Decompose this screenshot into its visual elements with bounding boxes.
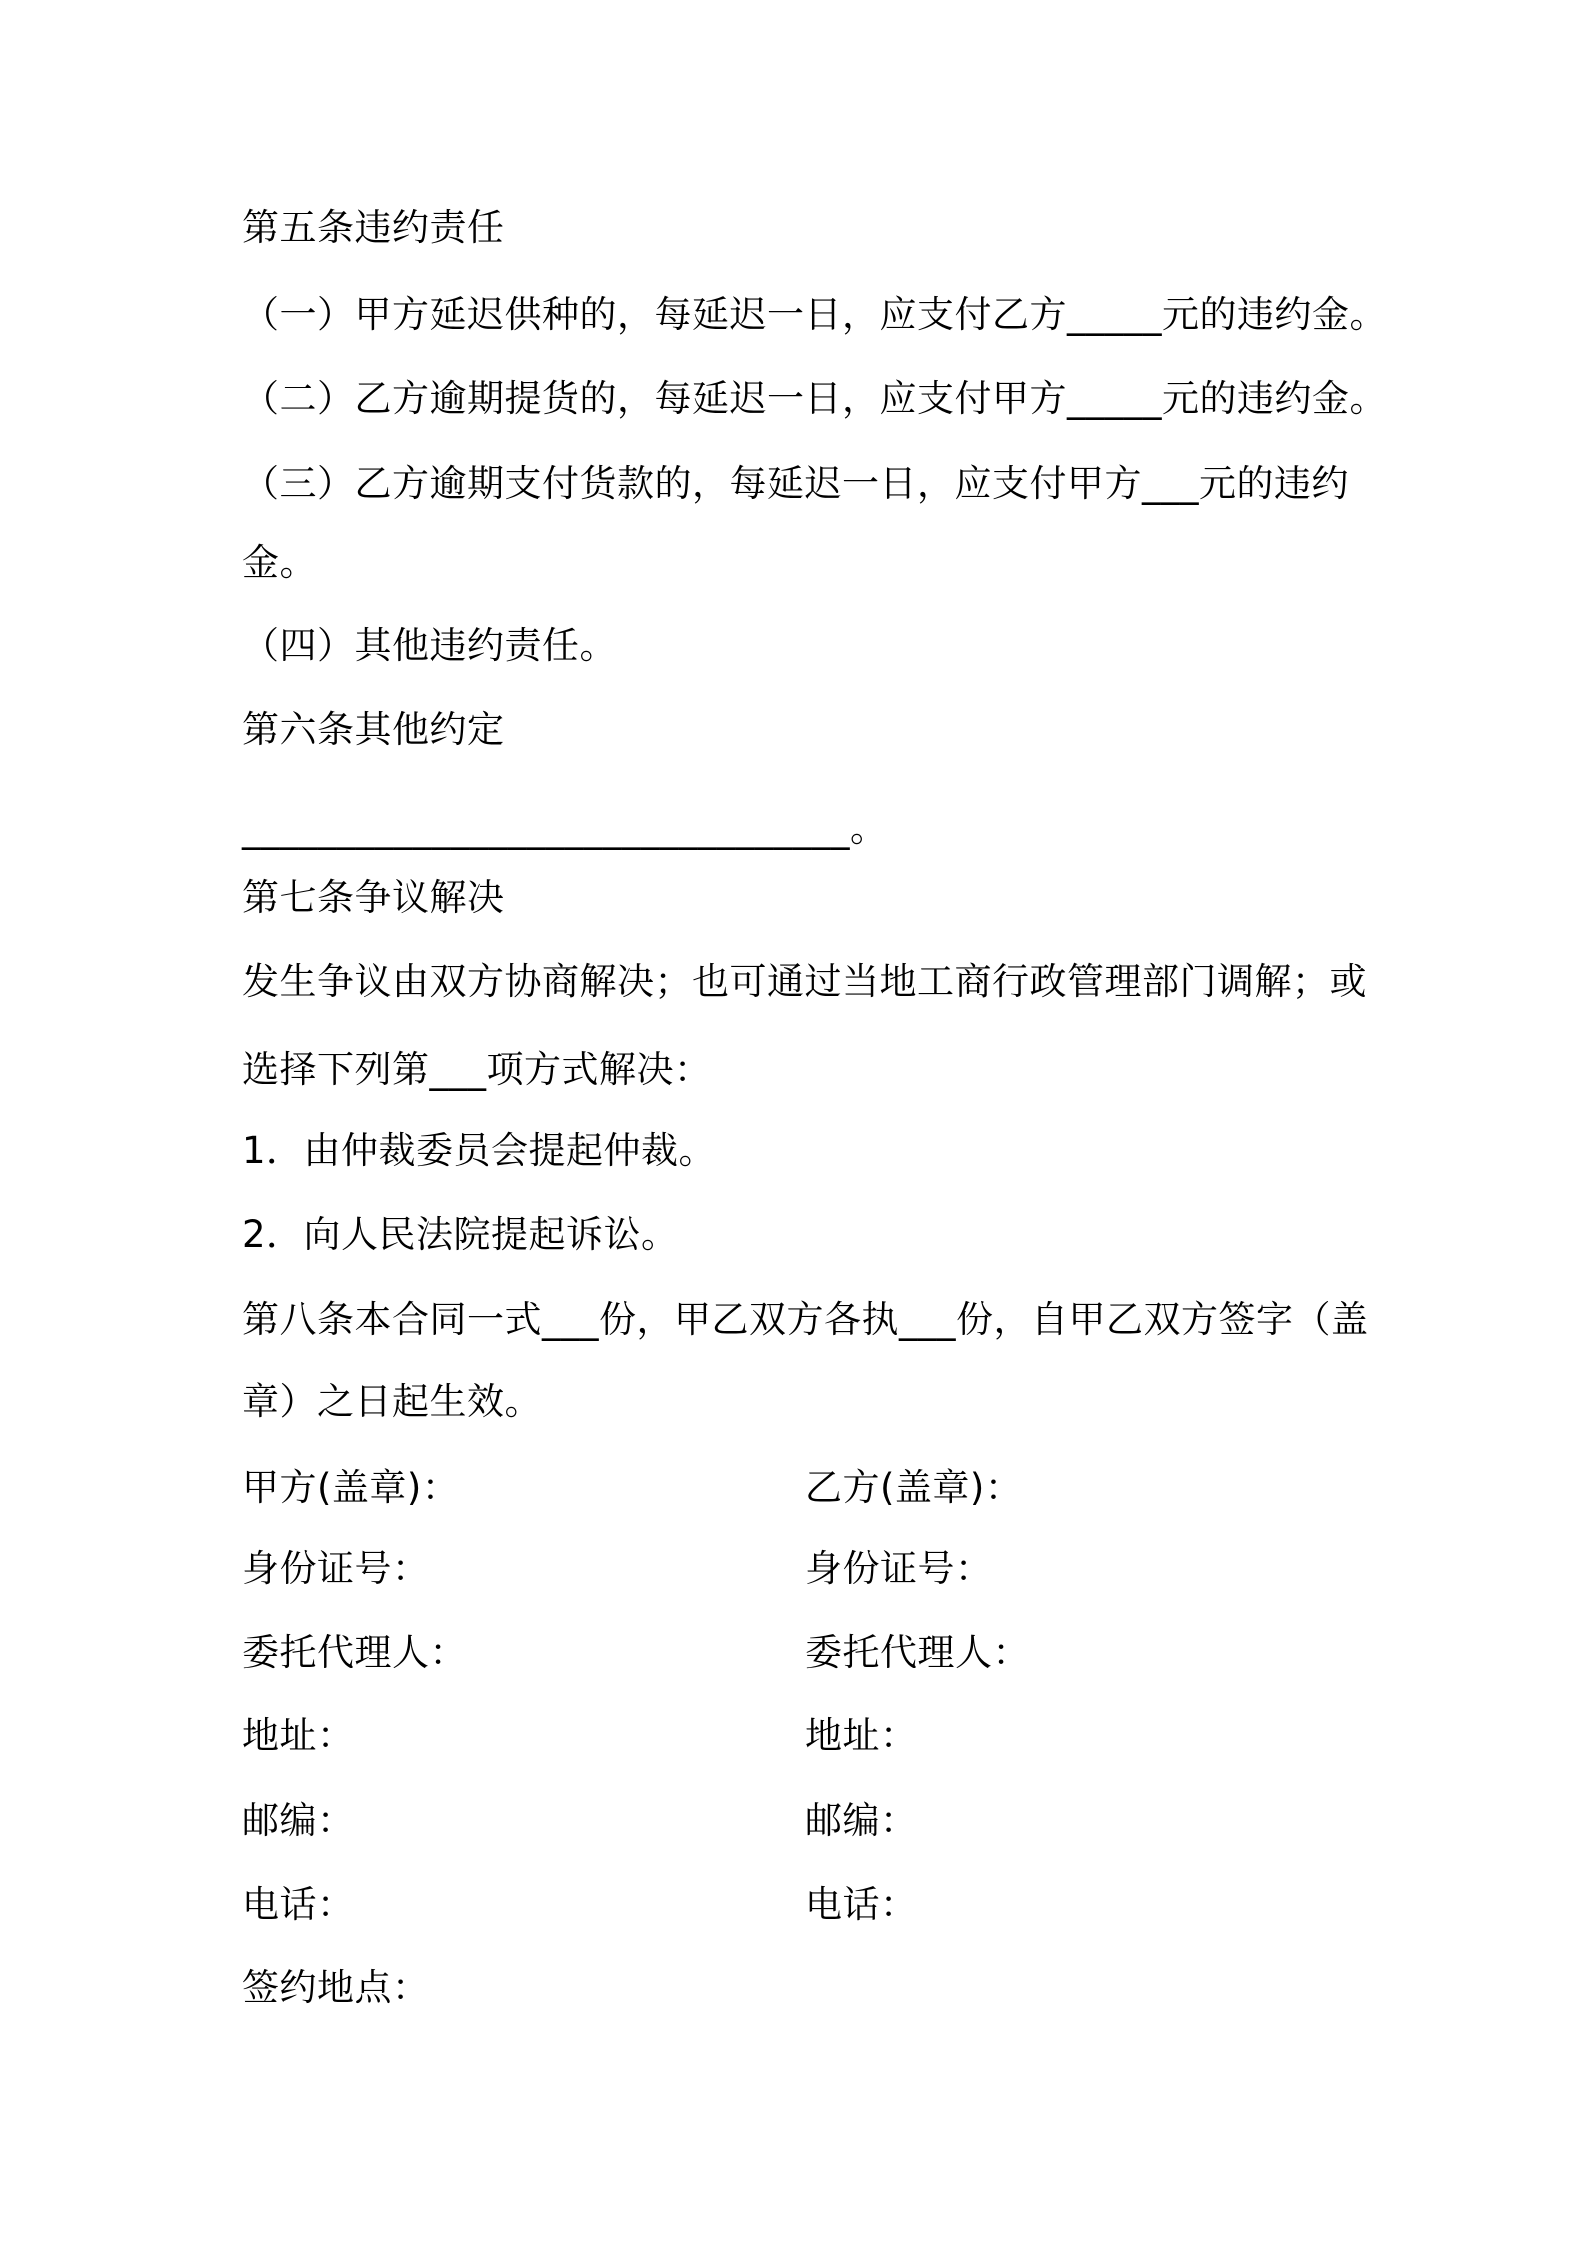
party-a-seal-label: 甲方(盖章)：: [242, 1466, 460, 1509]
article5-heading: 第五条违约责任: [242, 206, 505, 249]
article7-text-line-1: 发生争议由双方协商解决；也可通过当地工商行政管理部门调解；或: [242, 960, 1367, 1003]
article5-item-4: （四）其他违约责任。: [242, 624, 617, 667]
article8-text-line-1: 第八条本合同一式___份，甲乙双方各执___份，自甲乙双方签字（盖: [242, 1298, 1369, 1341]
article5-item-2: （二）乙方逾期提货的，每延迟一日，应支付甲方_____元的违约金。: [242, 377, 1387, 420]
article6-heading: 第六条其他约定: [242, 708, 505, 751]
party-a-agent-label: 委托代理人：: [242, 1631, 467, 1674]
party-b-address-label: 地址：: [805, 1714, 918, 1757]
article5-item-3: （三）乙方逾期支付货款的，每延迟一日，应支付甲方___元的违约: [242, 462, 1349, 505]
article5-item-3-cont: 金。: [242, 541, 317, 584]
article8-text-line-2: 章）之日起生效。: [242, 1380, 542, 1423]
article7-heading: 第七条争议解决: [242, 876, 505, 919]
party-b-phone-label: 电话：: [805, 1883, 918, 1926]
party-b-postcode-label: 邮编：: [805, 1799, 918, 1842]
party-a-postcode-label: 邮编：: [242, 1799, 355, 1842]
party-a-phone-label: 电话：: [242, 1883, 355, 1926]
signing-place-label: 签约地点：: [242, 1966, 430, 2009]
party-a-id-label: 身份证号：: [242, 1547, 430, 1590]
party-b-id-label: 身份证号：: [805, 1547, 993, 1590]
article6-blank-line: ________________________________。: [242, 807, 888, 850]
article5-item-1: （一）甲方延迟供种的，每延迟一日，应支付乙方_____元的违约金。: [242, 293, 1387, 336]
article7-text-line-2: 选择下列第___项方式解决：: [242, 1048, 712, 1091]
party-b-agent-label: 委托代理人：: [805, 1631, 1030, 1674]
party-b-seal-label: 乙方(盖章)：: [805, 1466, 1023, 1509]
article7-option-1: 1．由仲裁委员会提起仲裁。: [242, 1129, 717, 1172]
party-a-address-label: 地址：: [242, 1714, 355, 1757]
article7-option-2: 2．向人民法院提起诉讼。: [242, 1213, 679, 1256]
